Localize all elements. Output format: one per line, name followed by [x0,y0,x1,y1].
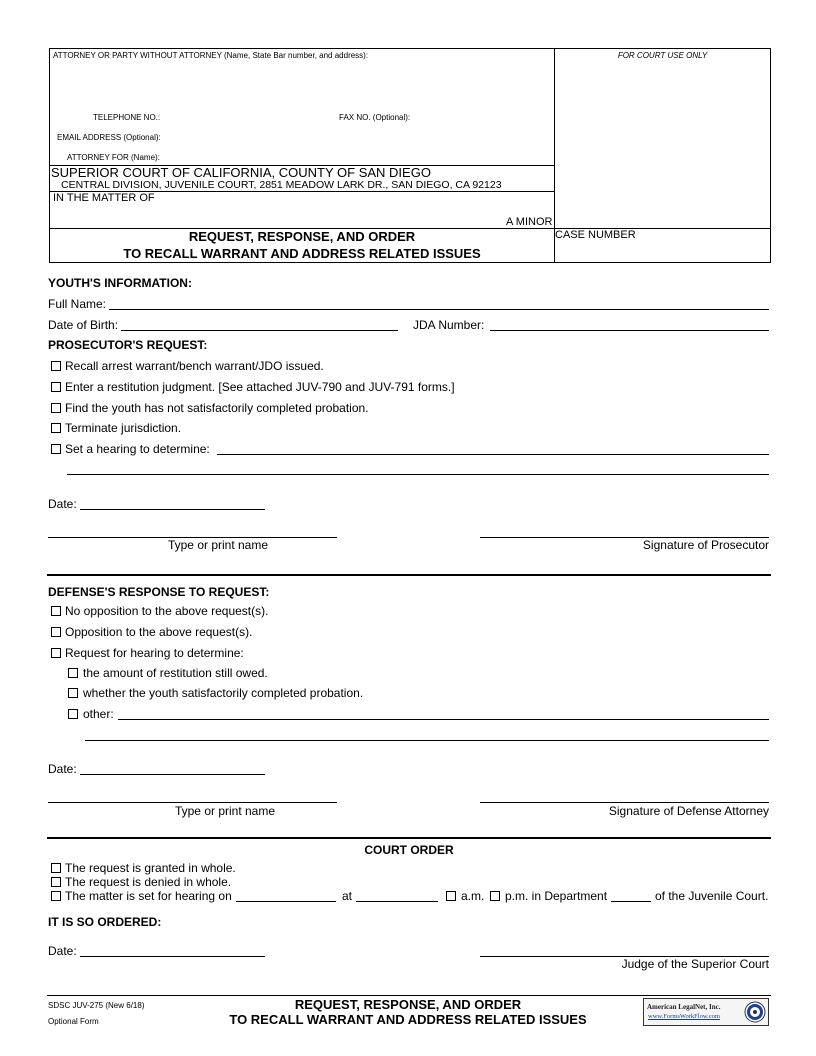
hearing-at-label: at [342,889,353,903]
hearing-prefix-label: The matter is set for hearing on [65,889,232,903]
dob-label: Date of Birth: [48,318,119,332]
section-divider [47,837,771,839]
prosecutor-option-checkbox[interactable] [51,423,61,433]
fax-label: FAX NO. (Optional): [339,113,411,122]
prosecutor-option-checkbox[interactable] [51,403,61,413]
defense-option-checkbox[interactable] [51,648,61,658]
full-name-label: Full Name: [48,297,107,311]
court-name: SUPERIOR COURT OF CALIFORNIA, COUNTY OF SAN DIEGO [51,165,431,180]
full-name-field[interactable] [109,309,769,310]
header-court-use-box [554,48,771,229]
case-number-label: CASE NUMBER [555,229,636,241]
department-field[interactable] [611,901,651,902]
section-divider [47,574,771,576]
defense-sub-option-label: other: [83,707,114,721]
hearing-date-field[interactable] [236,901,336,902]
hearing-time-field[interactable] [356,901,438,902]
youth-heading: YOUTH'S INFORMATION: [48,276,192,290]
logo-company-name: American LegalNet, Inc. [647,1003,721,1011]
hearing-determine-field[interactable] [217,454,769,455]
judge-label: Judge of the Superior Court [621,957,769,971]
defense-signature-field[interactable] [480,802,769,803]
denied-checkbox[interactable] [51,877,61,887]
optional-form-label: Optional Form [48,1017,99,1026]
prosecutor-date-field[interactable] [80,509,265,510]
pm-checkbox[interactable] [490,891,500,901]
form-number: SDSC JUV-275 (New 6/18) [48,1001,145,1010]
so-ordered-label: IT IS SO ORDERED: [48,915,162,929]
prosecutor-option-checkbox[interactable] [51,382,61,392]
order-date-label: Date: [48,944,77,958]
defense-sub-option-checkbox[interactable] [68,709,78,719]
prosecutor-heading: PROSECUTOR'S REQUEST: [48,338,208,352]
logo-emblem-icon [744,1001,766,1023]
footer-title-line1: REQUEST, RESPONSE, AND ORDER [294,997,522,1012]
prosecutor-name-label: Type or print name [167,538,269,552]
defense-name-field[interactable] [48,802,337,803]
other-field[interactable] [118,719,769,720]
prosecutor-option-label: Enter a restitution judgment. [See attached JUV-790 and JUV-791 forms.] [65,380,455,394]
jda-field[interactable] [490,330,769,331]
am-label: a.m. [461,889,485,903]
court-order-heading: COURT ORDER [364,843,454,857]
court-address: CENTRAL DIVISION, JUVENILE COURT, 2851 MEADOW LARK DR., SAN DIEGO, CA 92123 [61,179,502,191]
defense-date-label: Date: [48,762,77,776]
other-field-2[interactable] [85,740,769,741]
legalnet-logo [643,998,769,1026]
defense-name-label: Type or print name [174,804,276,818]
order-date-field[interactable] [80,956,265,957]
defense-sub-option-checkbox[interactable] [68,668,78,678]
footer-divider [47,995,771,996]
telephone-label: TELEPHONE NO.: [93,113,161,122]
pm-label: p.m. in Department [505,889,608,903]
defense-sub-option-checkbox[interactable] [68,688,78,698]
matter-label: IN THE MATTER OF [53,192,155,204]
prosecutor-option-label: Recall arrest warrant/bench warrant/JDO issued. [65,359,324,373]
prosecutor-option-label: Terminate jurisdiction. [65,421,182,435]
jda-label: JDA Number: [413,318,485,332]
email-label: EMAIL ADDRESS (Optional): [57,133,161,142]
form-title-line2: TO RECALL WARRANT AND ADDRESS RELATED ISSUES [123,246,481,261]
defense-option-label: No opposition to the above request(s). [65,604,269,618]
prosecutor-option-checkbox[interactable] [51,444,61,454]
defense-date-field[interactable] [80,774,265,775]
hearing-determine-field-2[interactable] [67,474,769,475]
prosecutor-option-checkbox[interactable] [51,361,61,371]
minor-label: A MINOR [506,216,553,228]
order-suffix-label: of the Juvenile Court. [655,889,769,903]
attorney-for-label: ATTORNEY FOR (Name): [67,153,160,162]
defense-option-label: Request for hearing to determine: [65,646,244,660]
hearing-checkbox[interactable] [51,891,61,901]
am-checkbox[interactable] [446,891,456,901]
form-title-line1: REQUEST, RESPONSE, AND ORDER [188,229,416,244]
prosecutor-signature-label: Signature of Prosecutor [642,538,769,552]
granted-label: The request is granted in whole. [65,861,236,875]
defense-option-label: Opposition to the above request(s). [65,625,253,639]
prosecutor-date-label: Date: [48,497,77,511]
court-use-label: FOR COURT USE ONLY [617,51,708,60]
denied-label: The request is denied in whole. [65,875,232,889]
prosecutor-option-label: Find the youth has not satisfactorily completed probation. [65,401,369,415]
defense-sub-option-label: whether the youth satisfactorily completed probation. [83,686,364,700]
defense-signature-label: Signature of Defense Attorney [608,804,769,818]
logo-website: www.FormsWorkFlow.com [648,1013,720,1020]
attorney-label: ATTORNEY OR PARTY WITHOUT ATTORNEY (Name, State Bar number, and address): [53,51,369,60]
footer-title-line2: TO RECALL WARRANT AND ADDRESS RELATED ISSUES [229,1012,587,1027]
defense-heading: DEFENSE'S RESPONSE TO REQUEST: [48,585,270,599]
dob-field[interactable] [121,330,398,331]
granted-checkbox[interactable] [51,863,61,873]
defense-sub-option-label: the amount of restitution still owed. [83,666,268,680]
defense-option-checkbox[interactable] [51,627,61,637]
defense-option-checkbox[interactable] [51,606,61,616]
prosecutor-option-label: Set a hearing to determine: [65,442,210,456]
